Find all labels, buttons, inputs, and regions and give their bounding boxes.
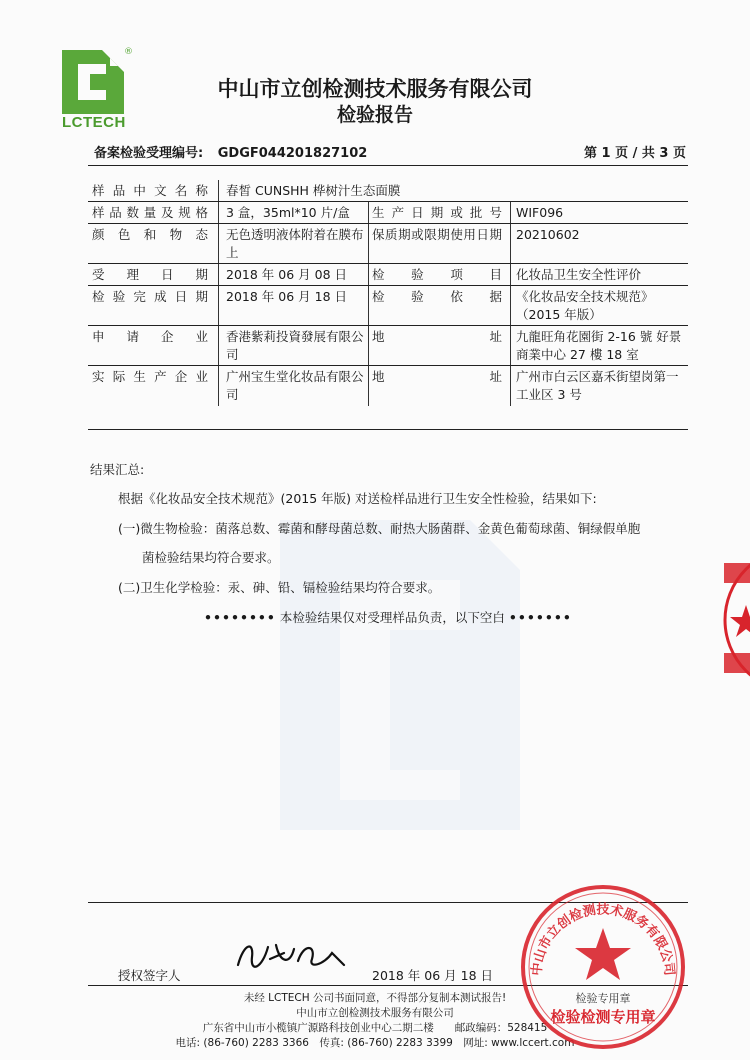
logo-text: LCTECH: [62, 114, 126, 131]
registration-row: [94, 142, 377, 161]
info-row-quantity: [88, 202, 688, 224]
info-value: 香港紫莉投資發展有限公司: [226, 329, 364, 362]
authorized-signatory-label: 授权签字人: [118, 968, 181, 983]
svg-text:中山市立创检测技术服务有限公司: 中山市立创检测技术服务有限公司: [529, 902, 677, 977]
official-seal-icon: [518, 882, 688, 1052]
handwritten-signature: [232, 935, 352, 975]
info-label-2: 保质期或限期使用日期: [372, 227, 502, 242]
info-label-2: 检验项目: [372, 267, 502, 282]
info-label: 颜色和物态: [92, 227, 208, 242]
info-value-2: 广州市白云区嘉禾街望岗第一工业区 3 号: [516, 369, 679, 402]
info-value-2: 九龍旺角花園街 2-16 號 好景商業中心 27 樓 18 室: [516, 329, 682, 362]
info-label-2: 地址: [372, 329, 502, 344]
footer-address: 广东省中山市小榄镇广源路科技创业中心二期二楼 邮政编码：528415: [202, 1022, 548, 1034]
info-value-2: 20210602: [516, 227, 580, 242]
info-value: 春皙 CUNSHH 桦树汁生态面膜: [226, 183, 401, 198]
info-value: 2018 年 06 月 18 日: [226, 289, 347, 304]
info-value: 无色透明液体附着在膜布上: [226, 227, 364, 260]
info-label-2: 检验依据: [372, 289, 502, 304]
summary-chemical: (二)卫生化学检验：汞、砷、铅、镉检验结果均符合要求。: [118, 580, 441, 595]
info-value-2: WIF096: [516, 205, 564, 220]
summary-title: 结果汇总:: [90, 462, 145, 477]
report-title: 检验报告: [336, 104, 413, 126]
info-value: 2018 年 06 月 08 日: [226, 267, 347, 282]
info-label: 样品数量及规格: [92, 205, 208, 220]
info-row-completed-date: [88, 286, 688, 326]
svg-text:检验检测专用章: 检验检测专用章: [550, 1008, 656, 1026]
footer-notice: 未经 LCTECH 公司书面同意，不得部分复制本测试报告!: [243, 992, 507, 1004]
company-name: 中山市立创检测技术服务有限公司: [217, 77, 533, 101]
page-indicator: 第 1 页 / 共 3 页: [584, 146, 686, 161]
info-label-2: 生产日期或批号: [372, 205, 502, 220]
info-row-sample-name: [88, 180, 688, 202]
footer-contact: 电话: (86-760) 2283 3366 传真: (86-760) 2283 3399 网址: www.lccert.com: [175, 1037, 575, 1049]
info-value: 广州宝生堂化妆品有限公司: [226, 369, 364, 402]
info-row-applicant: [88, 326, 688, 366]
info-label: 申请企业: [92, 329, 208, 344]
info-label: 实际生产企业: [92, 369, 208, 384]
table-bottom-rule: [88, 429, 688, 430]
info-value-2: 《化妆品安全技术规范》（2015 年版）: [516, 289, 654, 322]
registered-mark: ®: [124, 47, 133, 57]
info-row-received-date: [88, 264, 688, 286]
summary-microbial-line1: (一)微生物检验：菌落总数、霉菌和酵母菌总数、耐热大肠菌群、金黄色葡萄球菌、铜绿假单胞: [118, 521, 641, 536]
registration-number: GDGF044201827102: [217, 146, 368, 161]
info-row-color-state: [88, 224, 688, 264]
info-value-2: 化妆品卫生安全性评价: [516, 267, 642, 282]
info-value: 3 盒，35ml*10 片/盒: [226, 205, 350, 220]
top-rule: [88, 165, 688, 166]
info-label: 受理日期: [92, 267, 208, 282]
info-row-manufacturer: [88, 366, 688, 406]
end-note-row: [204, 609, 572, 627]
info-label: 样品中文名称: [92, 183, 208, 198]
svg-text:检验专用章: 检验专用章: [575, 992, 631, 1005]
signature-date: 2018 年 06 月 18 日: [372, 968, 493, 983]
info-label-2: 地址: [372, 369, 502, 384]
info-label: 检验完成日期: [92, 289, 208, 304]
dots-left: ••••••••: [204, 610, 276, 625]
registration-label: 备案检验受理编号:: [94, 146, 204, 161]
footer-company: 中山市立创检测技术服务有限公司: [296, 1007, 454, 1019]
end-note: 本检验结果仅对受理样品负责，以下空白: [279, 610, 505, 625]
summary-microbial-line2: 菌检验结果均符合要求。: [142, 550, 280, 565]
summary-intro: 根据《化妆品安全技术规范》(2015 年版) 对送检样品进行卫生安全性检验，结果如下:: [118, 491, 597, 506]
edge-seal-icon: [722, 545, 750, 695]
dots-right: •••••••: [508, 610, 572, 625]
